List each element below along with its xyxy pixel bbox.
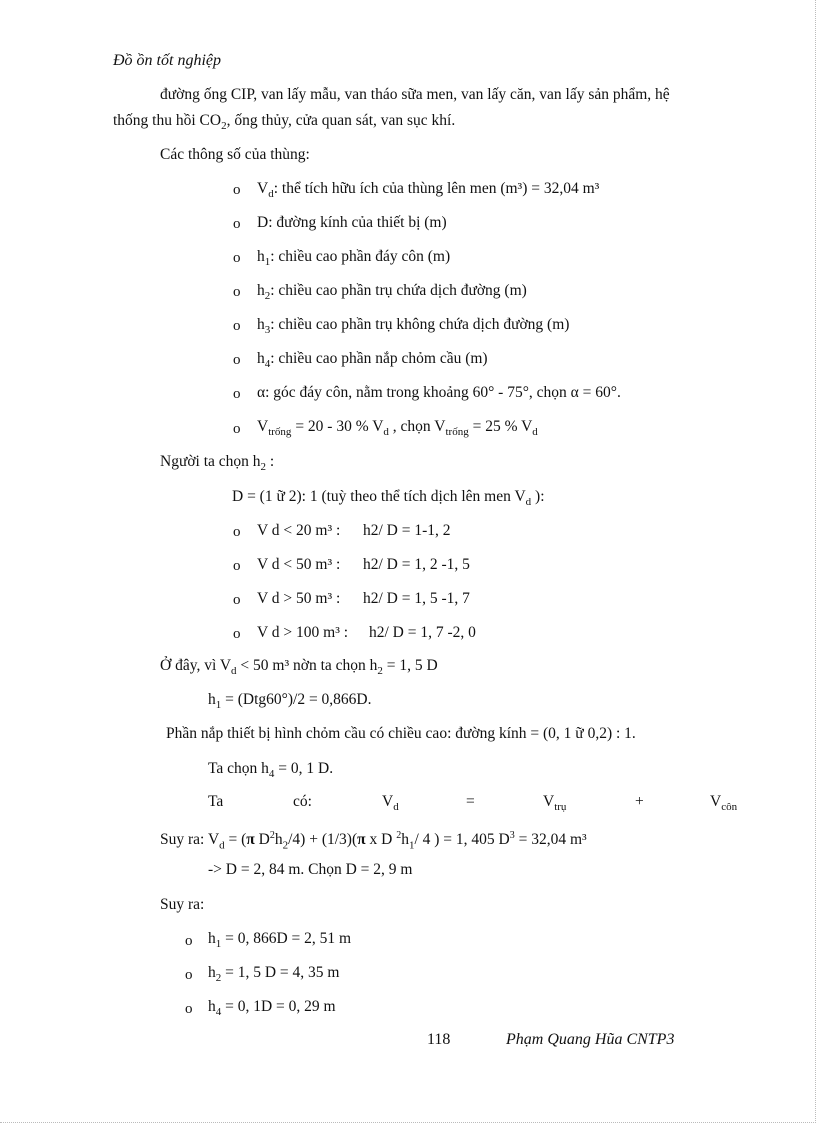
range-cond: V d > 50 m³ : [257, 590, 341, 607]
bullet-icon: o [233, 524, 241, 540]
diameter-result: -> D = 2, 84 m. Chọn D = 2, 9 m [208, 861, 413, 878]
choose-h2-line: Người ta chọn $h_2$ : [160, 453, 275, 474]
param-vd: $V_d$: thể tích hữu ích của thùng lên men (m³) = 32,04 m³ [257, 180, 600, 201]
range-value: h2/ D = 1-1, 2 [363, 522, 451, 539]
result-h4: $h_4 = 0$, 1D = 0, 29 m [208, 998, 336, 1019]
bullet-icon: o [233, 284, 241, 300]
eq-vd: $V_d$ [382, 793, 399, 814]
param-h1: $h_1$: chiều cao phần đáy côn (m) [257, 248, 451, 269]
eq-vcon: $V_{côn}$ [710, 793, 738, 814]
eq-equals: = [466, 793, 475, 810]
cap-line: Phần nắp thiết bị hình chỏm cầu có chiều cao: đường kính = (0, 1 ữ 0,2) : 1. [166, 725, 636, 742]
suy-ra-formula: Suy ra: $V_d = (\pi$ $D^2h_2/4) + (1/3)(\pi$ x D $^2h_1/$ 4 ) = 1, 405 $D^3 = 32,04$ m³ [160, 830, 587, 852]
suy-ra-label: Suy ra: [160, 896, 205, 913]
bullet-icon: o [233, 626, 241, 642]
param-h4: $h_4$: chiều cao phần nắp chỏm cầu (m) [257, 350, 488, 371]
range-value: h2/ D = 1, 5 -1, 7 [363, 590, 470, 607]
bullet-icon: o [233, 352, 241, 368]
param-v-trong: $V_{trống} = 20 - 30$ % $V_d$ , chọn $V_{trống} = 25$ % $V_d$ [257, 418, 538, 439]
bullet-icon: o [233, 216, 241, 232]
result-h2: $h_2 = 1$, 5 D = 4, 35 m [208, 964, 340, 985]
paragraph-line-1: đường ống CIP, van lấy mẫu, van tháo sữa men, van lấy căn, van lấy sản phẩm, hệ [160, 86, 670, 103]
param-h2: $h_2$: chiều cao phần trụ chứa dịch đường (m) [257, 282, 527, 303]
result-h1: $h_1 = 0$, 866D = 2, 51 m [208, 930, 352, 951]
bullet-icon: o [185, 933, 193, 949]
here-line: Ở đây, vì $V_d < 50$ m³ nờn ta chọn $h_2 = 1$, 5 D [160, 657, 438, 678]
bullet-icon: o [233, 558, 241, 574]
bullet-icon: o [233, 386, 241, 402]
range-value: h2/ D = 1, 2 -1, 5 [363, 556, 470, 573]
bullet-icon: o [233, 250, 241, 266]
eq-vtru: $V_{trụ}$ [543, 793, 567, 814]
footer-author: Phạm Quang Hũa CNTP3 [506, 1031, 675, 1048]
eq-plus: + [635, 793, 644, 810]
param-alpha: α: góc đáy côn, nằm trong khoảng 60° - 75°, chọn α = 60°. [257, 384, 621, 401]
page-number: 118 [427, 1031, 451, 1048]
page-header: Đồ ồn tốt nghiệp [113, 52, 221, 69]
eq-ta: Ta [208, 793, 224, 810]
eq-co: có: [293, 793, 312, 810]
range-cond: V d > 100 m³ : [257, 624, 349, 641]
param-d: D: đường kính của thiết bị (m) [257, 214, 447, 231]
range-cond: V d < 50 m³ : [257, 556, 341, 573]
param-h3: $h_3$: chiều cao phần trụ không chứa dịch đường (m) [257, 316, 570, 337]
params-title: Các thông số của thùng: [160, 146, 310, 163]
choose-h4-line: Ta chọn $h_4 = 0$, 1 D. [208, 760, 334, 781]
range-value: h2/ D = 1, 7 -2, 0 [369, 624, 476, 641]
bullet-icon: o [233, 592, 241, 608]
bullet-icon: o [233, 182, 241, 198]
ratio-line: D = (1 ữ 2): 1 (tuỳ theo thể tích dịch lên men $V_d$ ): [232, 488, 545, 509]
bullet-icon: o [185, 1001, 193, 1017]
range-cond: V d < 20 m³ : [257, 522, 341, 539]
bullet-icon: o [233, 318, 241, 334]
paragraph-line-2: thống thu hồi $CO_2$, ống thủy, cửa quan sát, van sục khí. [113, 112, 456, 133]
bullet-icon: o [233, 421, 241, 437]
h1-formula: $h_1 = (Dtg60^\circ)/2 = 0,866D$. [208, 691, 372, 712]
bullet-icon: o [185, 967, 193, 983]
